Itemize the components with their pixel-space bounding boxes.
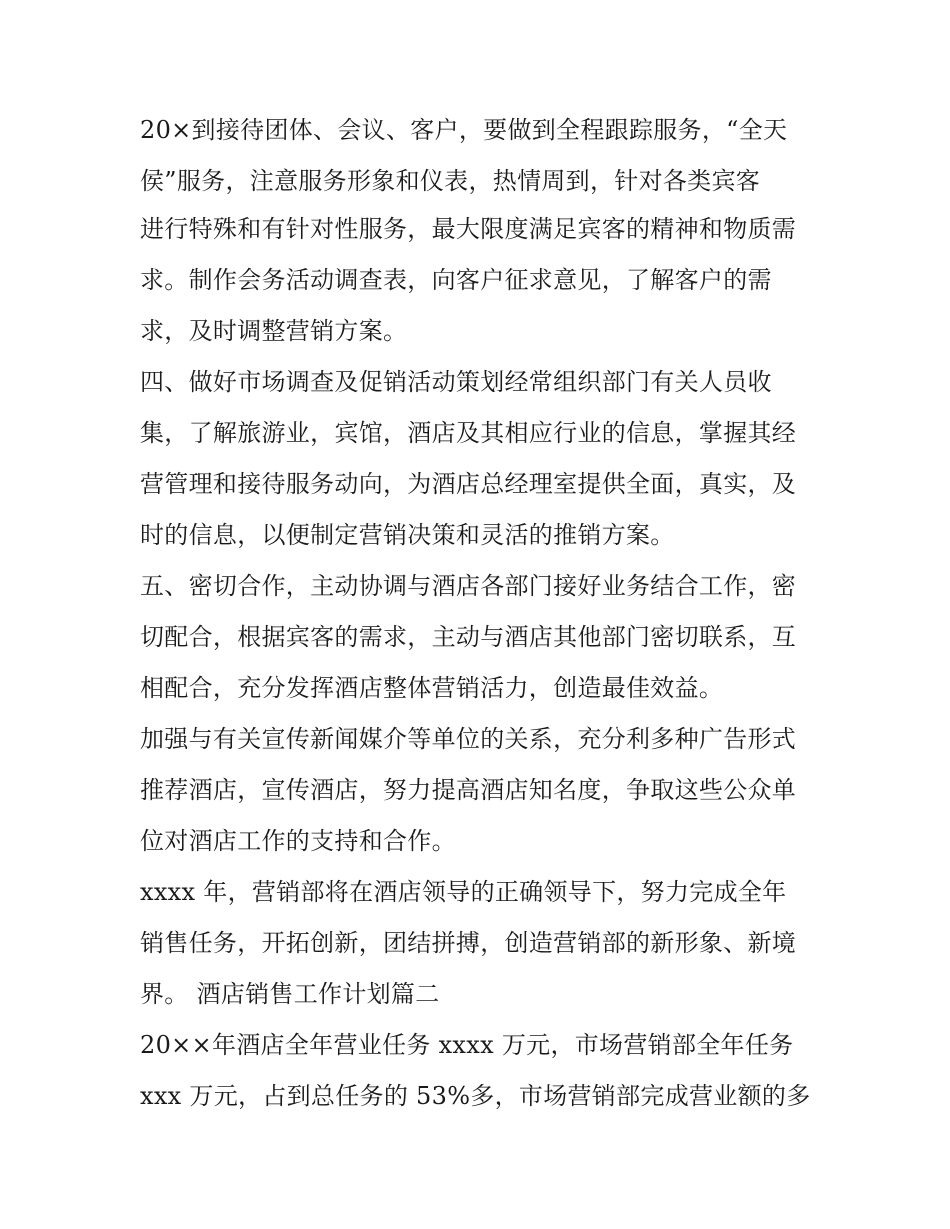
text-line: 侯”服务，注意服务形象和仪表，热情周到，针对各类宾客 <box>140 167 761 195</box>
text-line: 20××年酒店全年营业任务 xxxx 万元，市场营销部全年任务 <box>140 1031 794 1059</box>
text-line: 界。 酒店销售工作计划篇二 <box>140 980 440 1008</box>
text-line: xxx 万元，占到总任务的 53%多，市场营销部完成营业额的多 <box>140 1082 811 1110</box>
text-line: 加强与有关宣传新闻媒介等单位的关系，充分利多种广告形式 <box>140 725 797 753</box>
text-line: 求。制作会务活动调查表，向客户征求意见，了解客户的需 <box>140 266 772 294</box>
text-line: 集，了解旅游业，宾馆，酒店及其相应行业的信息，掌握其经 <box>140 419 797 447</box>
text-line: 营管理和接待服务动向，为酒店总经理室提供全面，真实，及 <box>140 470 797 498</box>
text-line: 相配合，充分发挥酒店整体营销活力，创造最佳效益。 <box>140 674 724 702</box>
text-line: 求，及时调整营销方案。 <box>140 317 408 345</box>
text-line: 时的信息，以便制定营销决策和灵活的推销方案。 <box>140 521 675 549</box>
text-line: 20×到接待团体、会议、客户，要做到全程跟踪服务，“全天 <box>140 116 788 144</box>
text-line: 推荐酒店，宣传酒店，努力提高酒店知名度，争取这些公众单 <box>140 776 797 804</box>
text-line: 切配合，根据宾客的需求，主动与酒店其他部门密切联系，互 <box>140 623 797 651</box>
text-line: xxxx 年，营销部将在酒店领导的正确领导下，努力完成全年 <box>140 878 787 906</box>
text-line: 四、做好市场调查及促销活动策划经常组织部门有关人员收 <box>140 368 772 396</box>
text-line: 进行特殊和有针对性服务，最大限度满足宾客的精神和物质需 <box>140 215 797 243</box>
text-line: 位对酒店工作的支持和合作。 <box>140 827 456 855</box>
text-line: 五、密切合作，主动协调与酒店各部门接好业务结合工作，密 <box>140 572 797 600</box>
text-line: 销售任务，开拓创新，团结拼搏，创造营销部的新形象、新境 <box>140 929 797 957</box>
